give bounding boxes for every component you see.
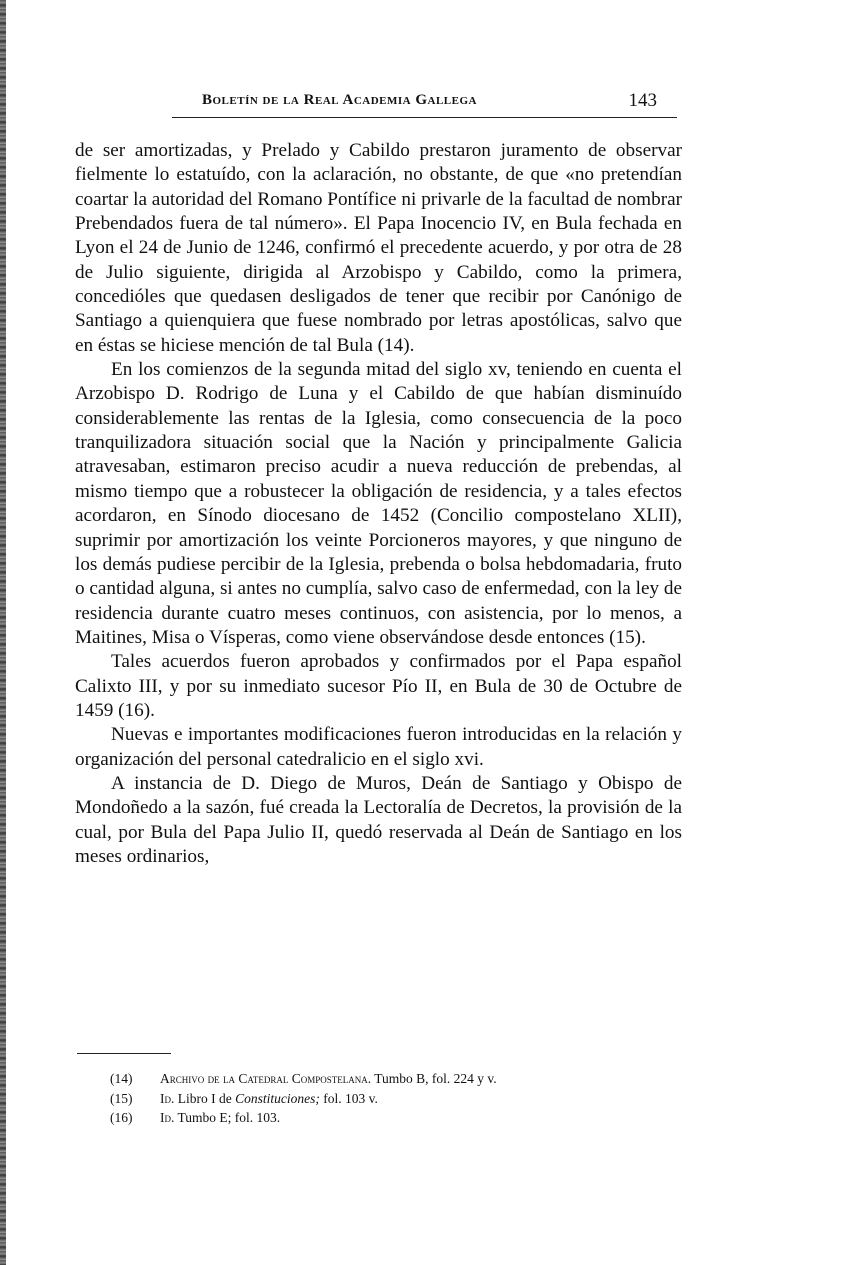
footnote (110, 1089, 680, 1109)
paragraph: Tales acuerdos fueron aprobados y confirmados por el Papa español Calixto III, y por su inmediato sucesor Pío II, en Bula de 30 de Octubre de 1459 (16). (75, 651, 682, 721)
footnote-title: Constituciones; (235, 1090, 320, 1106)
page-binding-edge (0, 0, 6, 1265)
main-text (75, 139, 682, 869)
footnotes (110, 1069, 680, 1128)
footnote-number: (15) (110, 1090, 133, 1106)
footnote-text: fol. 103 v. (319, 1090, 378, 1106)
running-title: Boletín de la Real Academia Gallega (202, 92, 477, 108)
footnote (110, 1069, 680, 1089)
paragraph: En los comienzos de la segunda mitad del siglo xv, teniendo en cuenta el Arzobispo D. Rodrigo de Luna y el Cabildo de que habían disminuído considerablemente las rentas de la Iglesia, como consecuencia de la poco tranquilizadora situación social que la Nación y principalmente Galicia atravesaban, estimaron preciso acudir a nueva reducción de prebendas, al mismo tiempo que a robustecer la obligación de residencia, y a tales efectos acordaron, en Sínodo diocesano de 1452 (Concilio compostelano XLII), suprimir por amortización los veinte Porcioneros mayores, y que ninguno de los demás pudiese percibir de la Iglesia, prebenda o bolsa hebdomadaria, fruto o cantidad alguna, si antes no cumplía, salvo caso de enfermedad, con la ley de residencia durante cuatro meses continuos, con asistencia, por lo menos, a Maitines, Misa o Vísperas, como viene observándose desde entonces (15). (75, 359, 682, 648)
header-rule (172, 117, 677, 118)
footnote-rule (77, 1053, 171, 1054)
page-header (172, 92, 677, 120)
page-number: 143 (628, 90, 657, 111)
paragraph: A instancia de D. Diego de Muros, Deán de Santiago y Obispo de Mondoñedo a la sazón, fué creada la Lectoralía de Decretos, la provisión de la cual, por Bula del Papa Julio II, quedó reservada al Deán de Santiago en los meses ordinarios, (75, 772, 682, 867)
footnote (110, 1108, 680, 1128)
footnote-source: Id. (160, 1110, 175, 1125)
footnote-number: (14) (110, 1071, 133, 1086)
footnote-source: Archivo de la Catedral Compostelana. (160, 1071, 372, 1086)
paragraph: Nuevas e importantes modificaciones fueron introducidas en la relación y organización del personal catedralicio en el siglo xvi. (75, 724, 682, 770)
footnote-number: (16) (110, 1110, 133, 1125)
footnote-text: Tumbo E; fol. 103. (174, 1110, 281, 1125)
paragraph: de ser amortizadas, y Prelado y Cabildo prestaron juramento de observar fielmente lo estatuído, con la aclaración, no obstante, de que «no pretendían coartar la autoridad del Romano Pontífice ni privarle de la facultad de nombrar Prebendados fuera de tal número». El Papa Inocencio IV, en Bula fechada en Lyon el 24 de Junio de 1246, confirmó el precedente acuerdo, y por otra de 28 de Julio siguiente, dirigida al Arzobispo y Cabildo, como la primera, concedióles que quedasen desligados de tener que recibir por Canónigo de Santiago a quienquiera que fuese nombrado por letras apostólicas, salvo que en éstas se hiciese mención de tal Bula (14). (75, 140, 682, 356)
footnote-source: Id. (160, 1090, 175, 1106)
footnote-text: Tumbo B, fol. 224 y v. (371, 1071, 497, 1086)
footnote-text: Libro I de (174, 1090, 236, 1106)
